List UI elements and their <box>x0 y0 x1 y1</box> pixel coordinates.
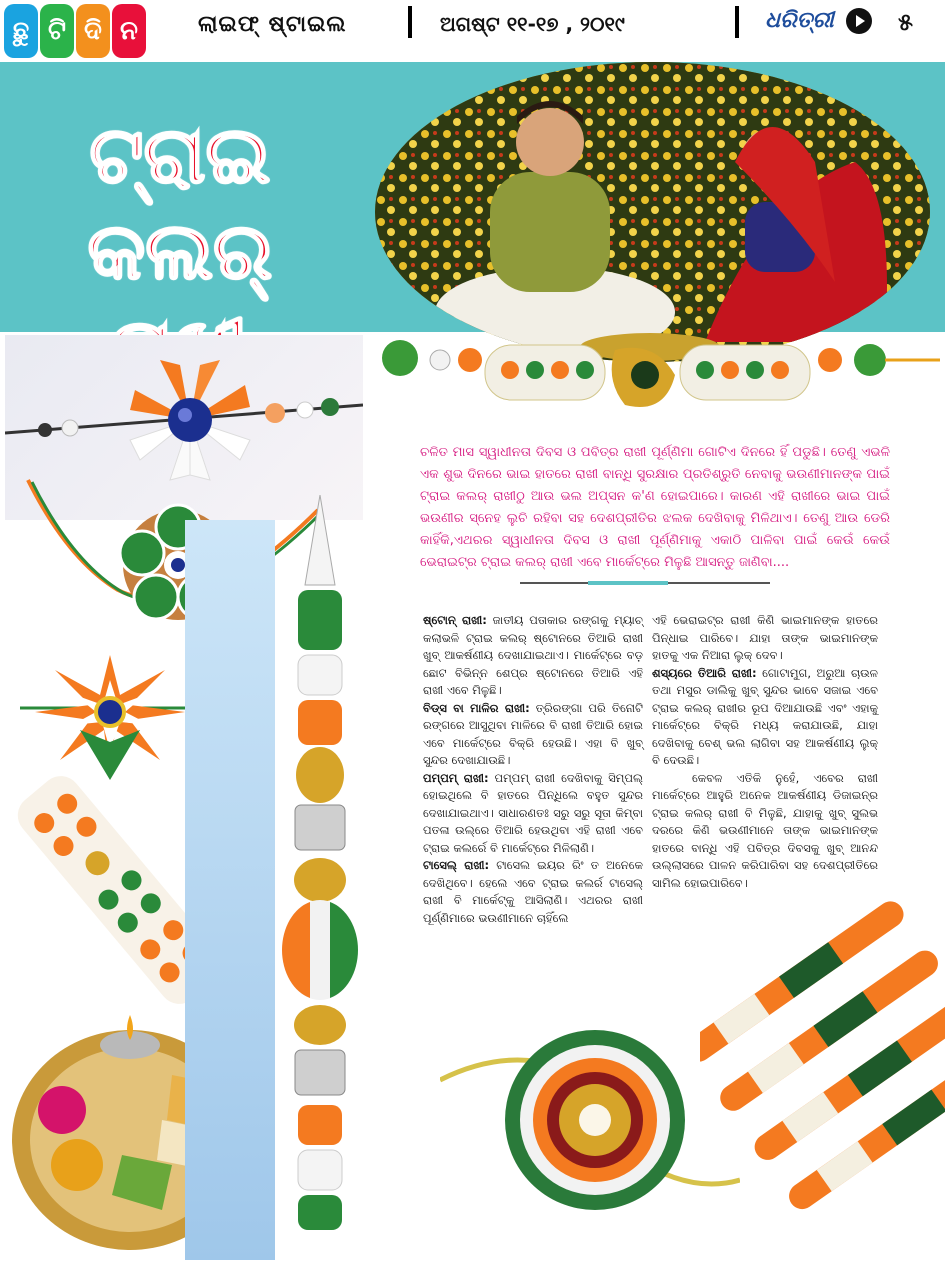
hero-photo-rakhi-tying <box>375 62 930 362</box>
paragraph-text: ଗୋଟାମୁଗ, ଅରୁଆ ଚାଉଳ ତଥା ମସୁର ଡାଲିକୁ ଖୁବ୍ ସୁନ୍ଦର ଭାବେ ସଜାଇ ଏବେ ଟ୍ରାଇ କଲର୍ ରାଖୀର ରୂପ ଦିଆଯାଉଛି ଏବଂ ଏହାକୁ ମାର୍କେଟ୍ରେ ବିକ୍ରି ମଧ୍ୟ କରାଯାଉଛି, ଯାହା ଦେଖିବାକୁ ବେଶ୍ ଭଲ ଲାଗିବା ସହ ଆକର୍ଷଣୀୟ ଲୁକ୍ ବି ଦେଉଛି। <box>652 665 878 767</box>
paragraph <box>652 612 878 665</box>
vertical-bead-rakhi <box>280 495 360 1240</box>
play-icon <box>846 8 872 34</box>
header-divider <box>408 6 412 38</box>
article-column-right <box>652 612 878 892</box>
intro-paragraph: ଚଳିତ ମାସ ସ୍ୱାଧୀନତା ଦିବସ ଓ ପବିତ୍ର ରାଖୀ ପୂର୍ଣ୍ଣିମା ଗୋଟିଏ ଦିନରେ ହିଁ ପଡୁଛି। ତେଣୁ ଏଭଳି ଏକ ଶୁଭ ଦିନରେ ଭାଇ ହାତରେ ରାଖୀ ବାନ୍ଧି ସୁରକ୍ଷାର ପ୍ରତିଶ୍ରୁତି ନେବାକୁ ଭଉଣୀମାନଙ୍କ ପାଇଁ ଟ୍ରାଇ କଲର୍ ରାଖୀଠୁ ଆଉ ଭଲ ଅପ୍ସନ କ'ଣ ହୋଇପାରେ। କାରଣ ଏହି ରାଖୀରେ ଭାଇ ପାଇଁ ଭଉଣୀର ସ୍ନେହ ଲୁଚି ରହିବା ସହ ଦେଶପ୍ରୀତିର ଝଲକ ଦେଖିବାକୁ ମିଳିଥାଏ। ତେଣୁ ଆଉ ଡେରି କାହିଁକି,ଏଥରର ସ୍ୱାଧୀନତା ଦିବସ ଓ ରାଖୀ ପୂର୍ଣ୍ଣିମାକୁ ଏକାଠି ପାଳିବା ପାଇଁ କେଉଁ କେଉଁ ଭେରାଇଟ୍ର ଟ୍ରାଇ କଲର୍ ରାଖୀ ଏବେ ମାର୍କେଟ୍ରେ ମିଳୁଛି ଆସନ୍ତୁ ଜାଣିବା.... <box>420 445 890 570</box>
paragraph-text: ଏହି ଭେରାଇଟ୍ର ରାଖୀ କିଣି ଭାଇମାନଙ୍କ ହାତରେ ପିନ୍ଧାଇ ପାରିବେ। ଯାହା ତାଙ୍କ ଭାଇମାନଙ୍କ ହାତକୁ ଏକ ନିଆରା ଲୁକ୍ ଦେବ। <box>652 613 878 662</box>
subhead: ଶସ୍ୟରେ ତିଆରି ରାଖୀ: <box>652 665 757 680</box>
paragraph <box>423 612 643 700</box>
brand-letter: ନ <box>112 4 146 58</box>
article-column-left <box>423 612 643 927</box>
subhead: ପମ୍ପମ୍ ରାଖୀ: <box>423 770 489 785</box>
beaded-rakhi-strand <box>360 330 940 420</box>
bead-rakhi-set <box>700 870 945 1260</box>
round-thread-rakhi <box>440 960 740 1260</box>
brand-letter: ଦି <box>76 4 110 58</box>
paragraph <box>652 770 878 893</box>
header-divider <box>735 6 739 38</box>
blue-backdrop <box>185 520 275 1260</box>
paragraph <box>423 857 643 927</box>
subhead: ବିଡ୍ସ ବା ମାଳିର ରାଖୀ: <box>423 700 530 715</box>
paragraph-text: ଟାସେଲ ଇୟର ରିଂ ତ ଅନେକେ ଦେଖିଥିବେ। ହେଲେ ଏବେ ଟ୍ରାଇ କଲର୍ର ଟାସେଲ୍ ରାଖୀ ବି ମାର୍କେଟ୍କୁ ଆସିଲାଣି। ଏଥରର ରାଖୀ ପୂର୍ଣ୍ଣିମାରେ ଭଉଣୀମାନେ ଚାହିଁଲେ <box>423 858 643 925</box>
subhead: ଟାସେଲ୍ ରାଖୀ: <box>423 858 490 872</box>
paragraph <box>652 665 878 770</box>
paragraph-text: ପମ୍ପମ୍ ରାଖୀ ଦେଖିବାକୁ ସିମ୍ପଲ୍ ହୋଇଥିଲେ ବି ହାତରେ ପିନ୍ଧିଲେ ବହୁତ ସୁନ୍ଦର ଦେଖାଯାଇଥାଏ। ସାଧାରଣତଃ ସରୁ ସରୁ ସୂତା କିମ୍ବା ପତଳା ଉଲ୍ରେ ତିଆରି ହେଉଥିବା ଏହି ରାଖୀ ଏବେ ଟ୍ରାଇ କଲର୍ରେ ବି ମାର୍କେଟ୍ରେ ମିଳିଲାଣି। <box>423 770 643 855</box>
page-number: ୫ <box>898 8 913 36</box>
issue-date: ଅଗଷ୍ଟ ୧୧-୧୭ , ୨୦୧୯ <box>440 12 625 36</box>
page-header <box>0 0 945 62</box>
paragraph <box>423 700 643 770</box>
paragraph-text: କେବଳ ଏତିକି ନୁହେଁ, ଏବେର ରାଖୀ ମାର୍କେଟ୍ରେ ଆହୁରି ଅନେକ ଆକର୍ଷଣୀୟ ଡିଜାଇନ୍ର ଟ୍ରାଇ କଲର୍ ରାଖୀ ବି ମିଳୁଛି, ଯାହାକୁ ଖୁବ୍ ସୁଲଭ ଦରରେ କିଣି ଭଉଣୀମାନେ ତାଙ୍କ ଭାଇମାନଙ୍କ ହାତରେ ବାନ୍ଧି ଏହି ପବିତ୍ର ଦିବସକୁ ଖୁବ୍ ଆନନ୍ଦ ଉଲ୍ଲାସରେ ପାଳନ କରିପାରିବା ସହ ଦେଶପ୍ରୀତିରେ ସାମିଲ ହୋଇପାରିବେ। <box>652 770 878 890</box>
newspaper-logo: ଧରିତ୍ରୀ <box>765 8 834 33</box>
paragraph <box>423 770 643 858</box>
section-label: ଲାଇଫ୍ ଷ୍ଟାଇଲ <box>198 12 347 37</box>
brand-letter: ଛୁ <box>4 4 38 58</box>
paragraph-text: ଜାତୀୟ ପତାକାର ରଙ୍ଗକୁ ମ୍ୟାଚ୍ କଲାଭଳି ଟ୍ରାଇ କଲର୍ ଷ୍ଟୋନରେ ତିଆରି ରାଖୀ ଖୁବ୍ ଆକର୍ଷଣୀୟ ଦେଖାଯାଇଥାଏ। ମାର୍କେଟ୍ରେ ବଡ଼ ଛୋଟ ବିଭିନ୍ନ ଶେପ୍ର ଷ୍ଟୋନରେ ତିଆରି ଏହି ରାଖୀ ଏବେ ମିଳୁଛି। <box>423 613 643 697</box>
brand-letter: ଟି <box>40 4 74 58</box>
paragraph-text: ତ୍ରିରଙ୍ଗା ପରି ତିନୋଟି ରଙ୍ଗରେ ଆସୁଥିବା ମାଳିରେ ବି ରାଖୀ ତିଆରି ହୋଇ ଏବେ ମାର୍କେଟ୍ରେ ବିକ୍ରି ହେଉଛି। ଏହା ବି ଖୁବ୍ ସୁନ୍ଦର ଦେଖାଯାଉଛି। <box>423 700 644 767</box>
star-rakhi <box>20 650 200 790</box>
intro-divider-accent <box>588 581 668 585</box>
headline-line-1: ଟ୍ରାଇ କଲର୍ <box>87 110 273 297</box>
subhead: ଷ୍ଟୋନ୍ ରାଖୀ: <box>423 613 487 627</box>
